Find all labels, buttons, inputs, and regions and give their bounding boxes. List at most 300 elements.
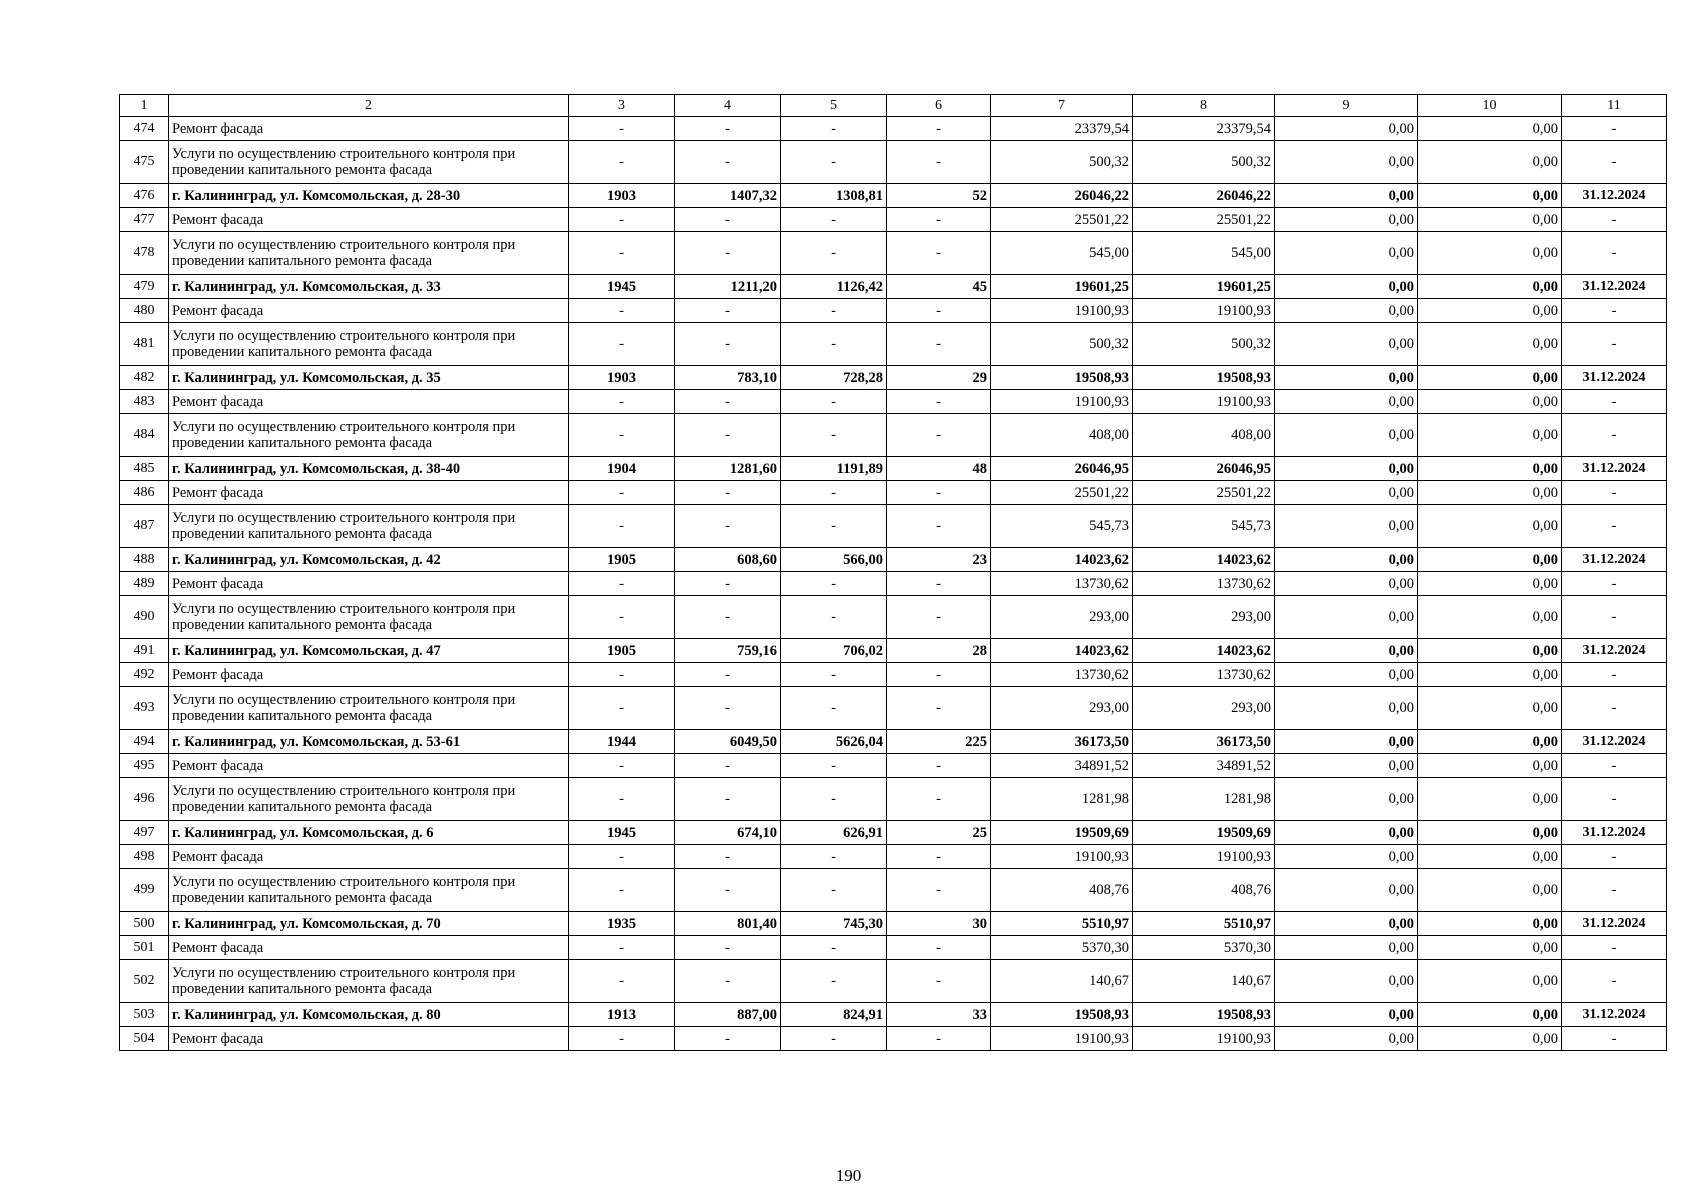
work-item-row xyxy=(120,232,1667,275)
total-area: - xyxy=(675,1027,781,1051)
address-row xyxy=(120,184,1667,208)
living-area: - xyxy=(781,845,887,869)
row-number: 487 xyxy=(120,505,169,548)
other-cost: 0,00 xyxy=(1418,1003,1562,1027)
row-number: 484 xyxy=(120,414,169,457)
budget-cost: 0,00 xyxy=(1275,912,1418,936)
item-name: Услуги по осуществлению строительного контроля при проведении капитального ремонта фасада xyxy=(169,687,569,730)
completion-date: 31.12.2024 xyxy=(1562,639,1667,663)
row-number: 504 xyxy=(120,1027,169,1051)
row-number: 494 xyxy=(120,730,169,754)
living-area: 706,02 xyxy=(781,639,887,663)
budget-cost: 0,00 xyxy=(1275,778,1418,821)
address-row xyxy=(120,366,1667,390)
item-name: г. Калининград, ул. Комсомольская, д. 35 xyxy=(169,366,569,390)
residents-count: 23 xyxy=(887,548,991,572)
residents-count: 52 xyxy=(887,184,991,208)
item-name: Ремонт фасада xyxy=(169,390,569,414)
item-name: Ремонт фасада xyxy=(169,1027,569,1051)
living-area: - xyxy=(781,141,887,184)
total-cost: 14023,62 xyxy=(991,639,1133,663)
other-cost: 0,00 xyxy=(1418,1027,1562,1051)
total-cost: 19508,93 xyxy=(991,1003,1133,1027)
row-number: 488 xyxy=(120,548,169,572)
other-cost: 0,00 xyxy=(1418,596,1562,639)
build-year: 1944 xyxy=(569,730,675,754)
build-year: - xyxy=(569,414,675,457)
fund-cost: 500,32 xyxy=(1133,323,1275,366)
total-cost: 293,00 xyxy=(991,596,1133,639)
completion-date: - xyxy=(1562,596,1667,639)
item-name: г. Калининград, ул. Комсомольская, д. 33 xyxy=(169,275,569,299)
column-number-6: 6 xyxy=(887,95,991,117)
other-cost: 0,00 xyxy=(1418,754,1562,778)
other-cost: 0,00 xyxy=(1418,457,1562,481)
budget-cost: 0,00 xyxy=(1275,639,1418,663)
fund-cost: 545,73 xyxy=(1133,505,1275,548)
fund-cost: 19100,93 xyxy=(1133,299,1275,323)
completion-date: 31.12.2024 xyxy=(1562,821,1667,845)
fund-cost: 25501,22 xyxy=(1133,481,1275,505)
budget-cost: 0,00 xyxy=(1275,275,1418,299)
other-cost: 0,00 xyxy=(1418,730,1562,754)
row-number: 493 xyxy=(120,687,169,730)
fund-cost: 14023,62 xyxy=(1133,548,1275,572)
residents-count: - xyxy=(887,390,991,414)
residents-count: - xyxy=(887,299,991,323)
budget-cost: 0,00 xyxy=(1275,414,1418,457)
build-year: 1904 xyxy=(569,457,675,481)
living-area: - xyxy=(781,960,887,1003)
item-name: Ремонт фасада xyxy=(169,117,569,141)
completion-date: - xyxy=(1562,232,1667,275)
work-item-row xyxy=(120,481,1667,505)
completion-date: - xyxy=(1562,505,1667,548)
fund-cost: 34891,52 xyxy=(1133,754,1275,778)
build-year: - xyxy=(569,572,675,596)
living-area: 1126,42 xyxy=(781,275,887,299)
fund-cost: 1281,98 xyxy=(1133,778,1275,821)
total-area: - xyxy=(675,778,781,821)
completion-date: - xyxy=(1562,481,1667,505)
budget-cost: 0,00 xyxy=(1275,141,1418,184)
completion-date: 31.12.2024 xyxy=(1562,275,1667,299)
completion-date: - xyxy=(1562,1027,1667,1051)
budget-cost: 0,00 xyxy=(1275,1027,1418,1051)
build-year: - xyxy=(569,663,675,687)
row-number: 497 xyxy=(120,821,169,845)
other-cost: 0,00 xyxy=(1418,960,1562,1003)
budget-cost: 0,00 xyxy=(1275,457,1418,481)
item-name: Ремонт фасада xyxy=(169,481,569,505)
total-area: - xyxy=(675,869,781,912)
item-name: Ремонт фасада xyxy=(169,936,569,960)
row-number: 479 xyxy=(120,275,169,299)
item-name: Услуги по осуществлению строительного контроля при проведении капитального ремонта фасада xyxy=(169,141,569,184)
completion-date: - xyxy=(1562,117,1667,141)
residents-count: - xyxy=(887,1027,991,1051)
other-cost: 0,00 xyxy=(1418,208,1562,232)
living-area: 728,28 xyxy=(781,366,887,390)
item-name: Ремонт фасада xyxy=(169,208,569,232)
budget-cost: 0,00 xyxy=(1275,960,1418,1003)
column-number-11: 11 xyxy=(1562,95,1667,117)
completion-date: 31.12.2024 xyxy=(1562,912,1667,936)
residents-count: - xyxy=(887,505,991,548)
address-row xyxy=(120,275,1667,299)
work-item-row xyxy=(120,596,1667,639)
residents-count: - xyxy=(887,323,991,366)
total-area: - xyxy=(675,572,781,596)
row-number: 489 xyxy=(120,572,169,596)
row-number: 491 xyxy=(120,639,169,663)
item-name: Услуги по осуществлению строительного контроля при проведении капитального ремонта фасада xyxy=(169,596,569,639)
residents-count: - xyxy=(887,596,991,639)
residents-count: 30 xyxy=(887,912,991,936)
other-cost: 0,00 xyxy=(1418,687,1562,730)
row-number: 503 xyxy=(120,1003,169,1027)
column-number-1: 1 xyxy=(120,95,169,117)
item-name: г. Калининград, ул. Комсомольская, д. 53-61 xyxy=(169,730,569,754)
row-number: 483 xyxy=(120,390,169,414)
total-cost: 293,00 xyxy=(991,687,1133,730)
total-cost: 5370,30 xyxy=(991,936,1133,960)
work-item-row xyxy=(120,663,1667,687)
fund-cost: 5370,30 xyxy=(1133,936,1275,960)
completion-date: - xyxy=(1562,390,1667,414)
residents-count: 45 xyxy=(887,275,991,299)
row-number: 495 xyxy=(120,754,169,778)
work-item-row xyxy=(120,414,1667,457)
completion-date: - xyxy=(1562,141,1667,184)
completion-date: - xyxy=(1562,323,1667,366)
budget-cost: 0,00 xyxy=(1275,184,1418,208)
fund-cost: 408,76 xyxy=(1133,869,1275,912)
total-cost: 13730,62 xyxy=(991,572,1133,596)
build-year: - xyxy=(569,117,675,141)
other-cost: 0,00 xyxy=(1418,414,1562,457)
work-item-row xyxy=(120,960,1667,1003)
total-cost: 1281,98 xyxy=(991,778,1133,821)
item-name: Ремонт фасада xyxy=(169,845,569,869)
fund-cost: 14023,62 xyxy=(1133,639,1275,663)
work-item-row xyxy=(120,778,1667,821)
completion-date: - xyxy=(1562,778,1667,821)
total-cost: 25501,22 xyxy=(991,208,1133,232)
fund-cost: 19601,25 xyxy=(1133,275,1275,299)
budget-cost: 0,00 xyxy=(1275,821,1418,845)
completion-date: 31.12.2024 xyxy=(1562,548,1667,572)
total-cost: 36173,50 xyxy=(991,730,1133,754)
work-item-row xyxy=(120,572,1667,596)
fund-cost: 36173,50 xyxy=(1133,730,1275,754)
completion-date: - xyxy=(1562,754,1667,778)
work-item-row xyxy=(120,299,1667,323)
total-area: - xyxy=(675,414,781,457)
total-area: - xyxy=(675,208,781,232)
total-area: 674,10 xyxy=(675,821,781,845)
build-year: - xyxy=(569,778,675,821)
completion-date: 31.12.2024 xyxy=(1562,366,1667,390)
budget-cost: 0,00 xyxy=(1275,481,1418,505)
item-name: Ремонт фасада xyxy=(169,663,569,687)
living-area: 566,00 xyxy=(781,548,887,572)
fund-cost: 19100,93 xyxy=(1133,845,1275,869)
item-name: г. Калининград, ул. Комсомольская, д. 80 xyxy=(169,1003,569,1027)
other-cost: 0,00 xyxy=(1418,912,1562,936)
residents-count: - xyxy=(887,481,991,505)
total-area: 759,16 xyxy=(675,639,781,663)
build-year: - xyxy=(569,232,675,275)
living-area: - xyxy=(781,414,887,457)
address-row xyxy=(120,639,1667,663)
residents-count: 29 xyxy=(887,366,991,390)
budget-cost: 0,00 xyxy=(1275,299,1418,323)
fund-cost: 13730,62 xyxy=(1133,572,1275,596)
total-area: - xyxy=(675,299,781,323)
total-area: 887,00 xyxy=(675,1003,781,1027)
total-area: 608,60 xyxy=(675,548,781,572)
fund-cost: 26046,22 xyxy=(1133,184,1275,208)
residents-count: 28 xyxy=(887,639,991,663)
other-cost: 0,00 xyxy=(1418,845,1562,869)
page-number: 190 xyxy=(835,1166,862,1185)
work-item-row xyxy=(120,505,1667,548)
other-cost: 0,00 xyxy=(1418,505,1562,548)
completion-date: - xyxy=(1562,572,1667,596)
build-year: 1903 xyxy=(569,366,675,390)
other-cost: 0,00 xyxy=(1418,323,1562,366)
budget-cost: 0,00 xyxy=(1275,366,1418,390)
item-name: Услуги по осуществлению строительного контроля при проведении капитального ремонта фасада xyxy=(169,323,569,366)
residents-count: 225 xyxy=(887,730,991,754)
build-year: - xyxy=(569,596,675,639)
living-area: 1191,89 xyxy=(781,457,887,481)
row-number: 501 xyxy=(120,936,169,960)
row-number: 476 xyxy=(120,184,169,208)
build-year: - xyxy=(569,390,675,414)
residents-count: - xyxy=(887,232,991,275)
living-area: - xyxy=(781,754,887,778)
address-row xyxy=(120,821,1667,845)
living-area: - xyxy=(781,663,887,687)
row-number: 490 xyxy=(120,596,169,639)
other-cost: 0,00 xyxy=(1418,232,1562,275)
total-area: - xyxy=(675,232,781,275)
total-cost: 19100,93 xyxy=(991,1027,1133,1051)
column-number-9: 9 xyxy=(1275,95,1418,117)
living-area: - xyxy=(781,232,887,275)
total-area: - xyxy=(675,936,781,960)
work-item-row xyxy=(120,687,1667,730)
living-area: 1308,81 xyxy=(781,184,887,208)
fund-cost: 545,00 xyxy=(1133,232,1275,275)
total-cost: 19601,25 xyxy=(991,275,1133,299)
residents-count: 48 xyxy=(887,457,991,481)
address-row xyxy=(120,730,1667,754)
row-number: 477 xyxy=(120,208,169,232)
budget-cost: 0,00 xyxy=(1275,232,1418,275)
other-cost: 0,00 xyxy=(1418,390,1562,414)
fund-cost: 23379,54 xyxy=(1133,117,1275,141)
budget-cost: 0,00 xyxy=(1275,1003,1418,1027)
work-item-row xyxy=(120,141,1667,184)
build-year: - xyxy=(569,1027,675,1051)
build-year: - xyxy=(569,869,675,912)
budget-cost: 0,00 xyxy=(1275,936,1418,960)
fund-cost: 19508,93 xyxy=(1133,366,1275,390)
total-cost: 23379,54 xyxy=(991,117,1133,141)
item-name: г. Калининград, ул. Комсомольская, д. 42 xyxy=(169,548,569,572)
total-cost: 19100,93 xyxy=(991,390,1133,414)
column-number-7: 7 xyxy=(991,95,1133,117)
total-area: 1407,32 xyxy=(675,184,781,208)
address-row xyxy=(120,457,1667,481)
other-cost: 0,00 xyxy=(1418,141,1562,184)
completion-date: - xyxy=(1562,299,1667,323)
build-year: 1913 xyxy=(569,1003,675,1027)
total-cost: 500,32 xyxy=(991,323,1133,366)
living-area: - xyxy=(781,936,887,960)
other-cost: 0,00 xyxy=(1418,117,1562,141)
total-area: - xyxy=(675,481,781,505)
residents-count: 33 xyxy=(887,1003,991,1027)
other-cost: 0,00 xyxy=(1418,869,1562,912)
total-cost: 408,76 xyxy=(991,869,1133,912)
item-name: г. Калининград, ул. Комсомольская, д. 70 xyxy=(169,912,569,936)
total-area: 801,40 xyxy=(675,912,781,936)
residents-count: - xyxy=(887,869,991,912)
total-cost: 500,32 xyxy=(991,141,1133,184)
completion-date: - xyxy=(1562,869,1667,912)
budget-cost: 0,00 xyxy=(1275,754,1418,778)
total-area: 6049,50 xyxy=(675,730,781,754)
total-area: - xyxy=(675,845,781,869)
total-area: - xyxy=(675,754,781,778)
total-cost: 19509,69 xyxy=(991,821,1133,845)
fund-cost: 293,00 xyxy=(1133,596,1275,639)
budget-cost: 0,00 xyxy=(1275,548,1418,572)
other-cost: 0,00 xyxy=(1418,821,1562,845)
build-year: - xyxy=(569,960,675,1003)
other-cost: 0,00 xyxy=(1418,639,1562,663)
living-area: - xyxy=(781,869,887,912)
living-area: 5626,04 xyxy=(781,730,887,754)
row-number: 481 xyxy=(120,323,169,366)
row-number: 478 xyxy=(120,232,169,275)
budget-cost: 0,00 xyxy=(1275,845,1418,869)
column-number-2: 2 xyxy=(169,95,569,117)
item-name: Услуги по осуществлению строительного контроля при проведении капитального ремонта фасада xyxy=(169,232,569,275)
work-item-row xyxy=(120,117,1667,141)
build-year: - xyxy=(569,481,675,505)
column-number-4: 4 xyxy=(675,95,781,117)
item-name: Ремонт фасада xyxy=(169,754,569,778)
completion-date: 31.12.2024 xyxy=(1562,184,1667,208)
total-cost: 545,00 xyxy=(991,232,1133,275)
total-cost: 34891,52 xyxy=(991,754,1133,778)
other-cost: 0,00 xyxy=(1418,481,1562,505)
total-cost: 408,00 xyxy=(991,414,1133,457)
fund-cost: 500,32 xyxy=(1133,141,1275,184)
fund-cost: 13730,62 xyxy=(1133,663,1275,687)
build-year: 1905 xyxy=(569,548,675,572)
total-cost: 140,67 xyxy=(991,960,1133,1003)
budget-cost: 0,00 xyxy=(1275,572,1418,596)
budget-cost: 0,00 xyxy=(1275,390,1418,414)
item-name: Услуги по осуществлению строительного контроля при проведении капитального ремонта фасада xyxy=(169,960,569,1003)
residents-count: - xyxy=(887,754,991,778)
living-area: - xyxy=(781,505,887,548)
total-cost: 19100,93 xyxy=(991,845,1133,869)
work-item-row xyxy=(120,208,1667,232)
build-year: - xyxy=(569,687,675,730)
living-area: - xyxy=(781,323,887,366)
residents-count: - xyxy=(887,687,991,730)
residents-count: - xyxy=(887,778,991,821)
residents-count: - xyxy=(887,845,991,869)
total-area: - xyxy=(675,663,781,687)
build-year: 1945 xyxy=(569,275,675,299)
total-area: - xyxy=(675,960,781,1003)
item-name: Услуги по осуществлению строительного контроля при проведении капитального ремонта фасада xyxy=(169,869,569,912)
total-cost: 26046,95 xyxy=(991,457,1133,481)
total-cost: 19100,93 xyxy=(991,299,1133,323)
completion-date: - xyxy=(1562,960,1667,1003)
row-number: 474 xyxy=(120,117,169,141)
item-name: г. Калининград, ул. Комсомольская, д. 6 xyxy=(169,821,569,845)
other-cost: 0,00 xyxy=(1418,184,1562,208)
item-name: г. Калининград, ул. Комсомольская, д. 47 xyxy=(169,639,569,663)
work-item-row xyxy=(120,869,1667,912)
budget-cost: 0,00 xyxy=(1275,505,1418,548)
budget-cost: 0,00 xyxy=(1275,117,1418,141)
living-area: - xyxy=(781,1027,887,1051)
work-item-row xyxy=(120,754,1667,778)
work-item-row xyxy=(120,390,1667,414)
item-name: Ремонт фасада xyxy=(169,299,569,323)
residents-count: - xyxy=(887,572,991,596)
build-year: - xyxy=(569,936,675,960)
completion-date: 31.12.2024 xyxy=(1562,457,1667,481)
total-cost: 19508,93 xyxy=(991,366,1133,390)
budget-cost: 0,00 xyxy=(1275,596,1418,639)
other-cost: 0,00 xyxy=(1418,936,1562,960)
fund-cost: 5510,97 xyxy=(1133,912,1275,936)
row-number: 480 xyxy=(120,299,169,323)
other-cost: 0,00 xyxy=(1418,663,1562,687)
fund-cost: 19100,93 xyxy=(1133,1027,1275,1051)
address-row xyxy=(120,548,1667,572)
budget-cost: 0,00 xyxy=(1275,869,1418,912)
work-item-row xyxy=(120,323,1667,366)
total-cost: 13730,62 xyxy=(991,663,1133,687)
budget-cost: 0,00 xyxy=(1275,208,1418,232)
completion-date: - xyxy=(1562,687,1667,730)
row-number: 499 xyxy=(120,869,169,912)
row-number: 485 xyxy=(120,457,169,481)
residents-count: - xyxy=(887,960,991,1003)
residents-count: - xyxy=(887,663,991,687)
completion-date: - xyxy=(1562,208,1667,232)
living-area: 626,91 xyxy=(781,821,887,845)
completion-date: 31.12.2024 xyxy=(1562,730,1667,754)
item-name: Услуги по осуществлению строительного контроля при проведении капитального ремонта фасада xyxy=(169,505,569,548)
total-area: - xyxy=(675,505,781,548)
fund-cost: 25501,22 xyxy=(1133,208,1275,232)
residents-count: - xyxy=(887,117,991,141)
living-area: - xyxy=(781,390,887,414)
